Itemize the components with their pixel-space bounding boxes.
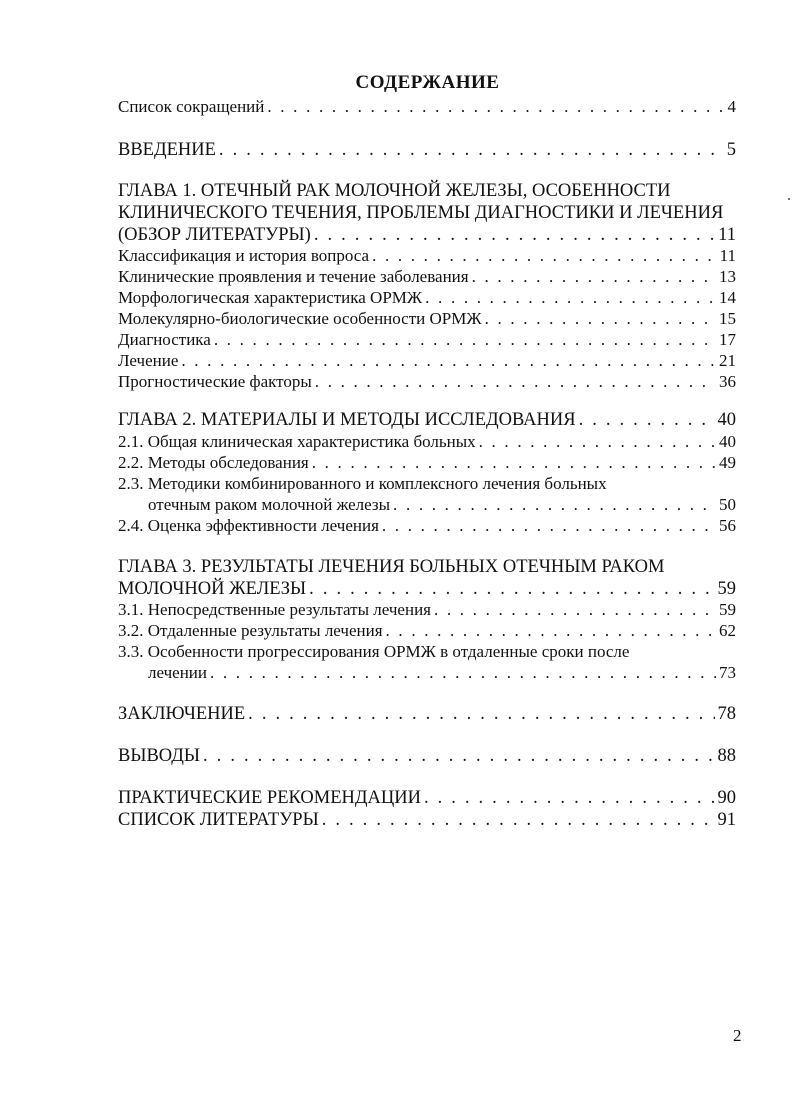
toc-item bbox=[118, 266, 736, 287]
dot-leader bbox=[312, 452, 716, 473]
dot-leader bbox=[267, 96, 724, 117]
toc-page-number: 50 bbox=[719, 495, 736, 514]
dot-leader bbox=[214, 329, 716, 350]
toc-label: 3.2. Отдаленные результаты лечения bbox=[118, 621, 383, 640]
toc-label: Клинические проявления и течение заболевания bbox=[118, 267, 469, 286]
toc-label: Классификация и история вопроса bbox=[118, 246, 370, 265]
toc-entry-findings bbox=[118, 745, 736, 767]
toc-page-number: 62 bbox=[719, 621, 736, 640]
toc-label: ВВЕДЕНИЕ bbox=[118, 140, 216, 160]
toc-label: ВЫВОДЫ bbox=[118, 746, 201, 766]
toc-item bbox=[118, 515, 736, 536]
dot-leader bbox=[382, 515, 716, 536]
dot-leader bbox=[479, 431, 716, 452]
toc-chapter-3-items bbox=[118, 599, 736, 683]
toc-label: Лечение bbox=[118, 351, 179, 370]
toc-item-line: 2.3. Методики комбинированного и комплексного лечения больных bbox=[118, 474, 607, 493]
dot-leader bbox=[203, 745, 714, 767]
dot-leader bbox=[393, 494, 716, 515]
toc-label: Молекулярно-биологические особенности ОРМЖ bbox=[118, 309, 482, 328]
toc-label: ЗАКЛЮЧЕНИЕ bbox=[118, 704, 246, 724]
toc-page-number: 17 bbox=[719, 330, 736, 349]
toc-item bbox=[118, 431, 736, 452]
toc-item bbox=[118, 350, 736, 371]
toc-page-number: 14 bbox=[719, 288, 736, 307]
toc-item bbox=[118, 371, 736, 392]
toc-entry-intro bbox=[118, 139, 736, 161]
toc-label: 3.1. Непосредственные результаты лечения bbox=[118, 600, 431, 619]
dot-leader bbox=[434, 599, 716, 620]
toc-label: 2.2. Методы обследования bbox=[118, 453, 309, 472]
chapter-heading-line: ГЛАВА 3. РЕЗУЛЬТАТЫ ЛЕЧЕНИЯ БОЛЬНЫХ ОТЕЧНЫМ РАКОМ bbox=[118, 557, 665, 577]
toc-page-number: 11 bbox=[718, 225, 736, 245]
chapter-heading-line: КЛИНИЧЕСКОГО ТЕЧЕНИЯ, ПРОБЛЕМЫ ДИАГНОСТИКИ И ЛЕЧЕНИЯ bbox=[118, 203, 724, 223]
chapter-heading-line: ГЛАВА 2. МАТЕРИАЛЫ И МЕТОДЫ ИССЛЕДОВАНИЯ bbox=[118, 410, 576, 430]
toc-page-number: 36 bbox=[719, 372, 736, 391]
toc-item bbox=[118, 329, 736, 350]
toc-page-number: 15 bbox=[719, 309, 736, 328]
dot-leader bbox=[314, 224, 715, 246]
dot-leader bbox=[386, 620, 716, 641]
dot-leader bbox=[181, 350, 716, 371]
toc-label: Список сокращений bbox=[118, 97, 265, 116]
toc-chapter-2 bbox=[118, 409, 736, 431]
toc-label: Морфологическая характеристика ОРМЖ bbox=[118, 288, 423, 307]
toc-page-number: 59 bbox=[719, 600, 736, 619]
dot-leader bbox=[248, 703, 714, 725]
toc-chapter-2-items bbox=[118, 431, 736, 536]
toc-label: Прогностические факторы bbox=[118, 372, 312, 391]
toc-entry-abbreviations bbox=[118, 96, 736, 117]
dot-leader bbox=[315, 371, 716, 392]
toc-item bbox=[118, 308, 736, 329]
dot-leader bbox=[322, 809, 715, 831]
chapter-heading-line: МОЛОЧНОЙ ЖЕЛЕЗЫ bbox=[118, 579, 307, 599]
toc-item bbox=[118, 494, 736, 515]
dot-leader bbox=[579, 409, 715, 431]
toc-entry-references bbox=[118, 809, 736, 831]
toc-page-number: 90 bbox=[717, 788, 736, 808]
dot-leader bbox=[472, 266, 716, 287]
toc-label: лечении bbox=[148, 663, 207, 682]
toc-page-number: 21 bbox=[719, 351, 736, 370]
chapter-heading-line: ГЛАВА 1. ОТЕЧНЫЙ РАК МОЛОЧНОЙ ЖЕЛЕЗЫ, ОСОБЕННОСТИ bbox=[118, 181, 671, 201]
dot-leader bbox=[424, 787, 715, 809]
toc-item bbox=[118, 452, 736, 473]
toc-chapter-1 bbox=[118, 180, 736, 246]
toc-page-number: 56 bbox=[719, 516, 736, 535]
scan-speck bbox=[788, 198, 790, 200]
toc-label: СПИСОК ЛИТЕРАТУРЫ bbox=[118, 810, 319, 830]
toc-entry-conclusion bbox=[118, 703, 736, 725]
toc-page-number: 4 bbox=[727, 97, 736, 116]
toc-page-number: 40 bbox=[719, 432, 736, 451]
chapter-heading-line: (ОБЗОР ЛИТЕРАТУРЫ) bbox=[118, 225, 311, 245]
toc-page-number: 88 bbox=[717, 746, 736, 766]
toc-label: отечным раком молочной железы bbox=[148, 495, 391, 514]
toc-label: Диагностика bbox=[118, 330, 211, 349]
toc-entry-recommendations bbox=[118, 787, 736, 831]
dot-leader bbox=[309, 578, 714, 600]
toc-item bbox=[118, 620, 736, 641]
toc-page-number: 11 bbox=[719, 246, 736, 265]
toc-item bbox=[118, 245, 736, 266]
toc-label: ПРАКТИЧЕСКИЕ РЕКОМЕНДАЦИИ bbox=[118, 788, 421, 808]
toc-label: 2.4. Оценка эффективности лечения bbox=[118, 516, 379, 535]
toc-page-number: 49 bbox=[719, 453, 736, 472]
dot-leader bbox=[219, 139, 724, 161]
dot-leader bbox=[425, 287, 716, 308]
toc-page-number: 5 bbox=[726, 140, 736, 160]
toc-page-number: 13 bbox=[719, 267, 736, 286]
toc-item bbox=[118, 287, 736, 308]
toc-page-number: 78 bbox=[717, 704, 736, 724]
page-title: СОДЕРЖАНИЕ bbox=[355, 72, 500, 93]
toc-page-number: 73 bbox=[719, 663, 736, 682]
toc-page-number: 59 bbox=[717, 579, 736, 599]
toc-label: 2.1. Общая клиническая характеристика больных bbox=[118, 432, 476, 451]
page-number: 2 bbox=[733, 1026, 742, 1045]
dot-leader bbox=[210, 662, 716, 683]
dot-leader bbox=[485, 308, 716, 329]
toc-item bbox=[118, 599, 736, 620]
dot-leader bbox=[372, 245, 717, 266]
toc-item-line: 3.3. Особенности прогрессирования ОРМЖ в отдаленные сроки после bbox=[118, 642, 630, 661]
toc-item bbox=[118, 662, 736, 683]
toc-chapter-1-items bbox=[118, 245, 736, 392]
toc-chapter-3 bbox=[118, 556, 736, 600]
toc-page-number: 91 bbox=[717, 810, 736, 830]
toc-page-number: 40 bbox=[717, 410, 736, 430]
